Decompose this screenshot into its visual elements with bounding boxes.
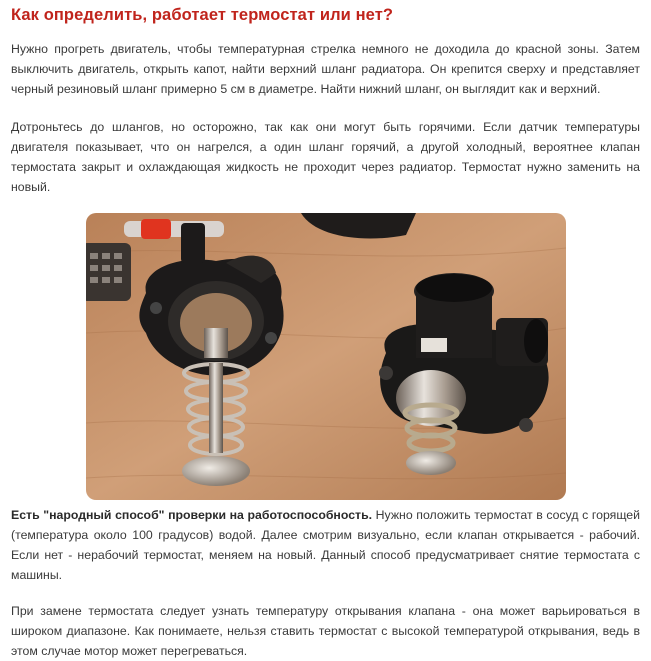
paragraph-3 [11,505,640,585]
paragraph-1: Нужно прогреть двигатель, чтобы температурная стрелка немного не доходила до красной зоны. Затем выключить двигатель, открыть капот, найти верхний шланг радиатора. Он крепится сверху и представляет черный резиновый шланг примерно 5 см в диаметре. Найти нижний шланг, он выглядит как и верхний. [11,42,640,96]
paragraph-4: При замене термостата следует узнать температуру открывания клапана - она может варьироваться в широком диапазоне. Как понимаете, нельзя ставить термостат с высокой температурой открывания, ведь в этом случае мотор может перегреваться. [11,604,640,658]
thermostats-photo [86,213,566,500]
folk-method-text: Нужно положить термостат в сосуд с горящей (температура около 100 градусов) водой. Далее смотрим визуально, если клапан открывается - рабочий. Если нет - нерабочий термостат, меняем на новый. Данный способ предусматривает снятие термостата с машины. [11,508,641,582]
article-title: Как определить, работает термостат или нет? [11,6,394,24]
phone-object [86,243,131,301]
paragraph-2: Дотроньтесь до шлангов, но осторожно, так как они могут быть горячими. Если датчик температуры двигателя показывает, что он нагрелся, а один шланг горячий, а другой холодный, вероятнее клапан термостата закрыт и охлаждающая жидкость не проходит через радиатор. Термостат нужно заменить на новый. [11,120,640,194]
lighter-object [124,219,224,239]
folk-method-lead: Есть "народный способ" проверки на работоспособность. [11,508,373,522]
